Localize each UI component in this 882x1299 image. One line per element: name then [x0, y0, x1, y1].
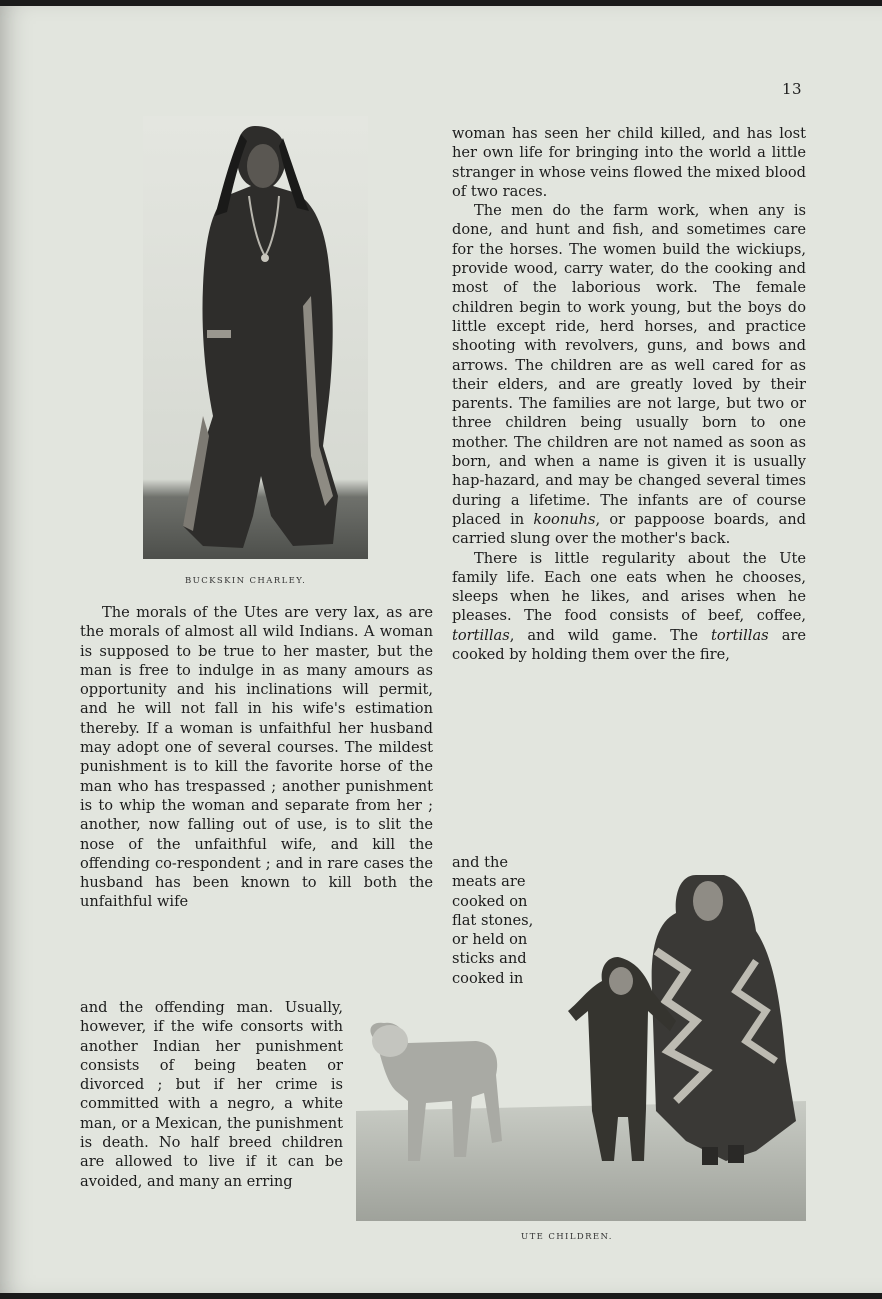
right-paragraph-1: woman has seen her child killed, and has lost her own life for bringing into the world a little stranger in whose veins flowed the mixed blood of two races. — [452, 125, 806, 200]
buckskin-charley-photo — [143, 116, 368, 559]
left-paragraph-continued: and the offending man. Usually, however, if the wife consorts with another Indian her punishment consists of being beaten or divorced ; but if her crime is committed with a negro, a white man, or a Mexican, the punishment is death. No half breed children are allowed to live if it can be avoided, and many an erring — [80, 999, 343, 1190]
page-number: 13 — [782, 80, 803, 98]
left-narrow-text — [80, 998, 343, 1191]
ute-children-caption: UTE CHILDREN. — [521, 1232, 613, 1242]
right-column-text — [452, 124, 806, 664]
ute-children-photo — [356, 861, 806, 1221]
buckskin-charley-caption: BUCKSKIN CHARLEY. — [185, 576, 307, 586]
left-paragraph-morals: The morals of the Utes are very lax, as are the morals of almost all wild Indians. A woman is supposed to be true to her master, but the man is free to indulge in as many amours as opportunity and his inclinations will permit, and he will not fall in his wife's estimation thereby. If a woman is unfaithful her husband may adopt one of several courses. The mildest punishment is to kill the favorite horse of the man who has trespassed ; another punishment is to whip the woman and separate from her ; another, now falling out of use, is to slit the nose of the unfaithful wife, and kill the offending co-respondent ; and in rare cases the husband has been known to kill both the unfaithful wife — [80, 604, 433, 911]
right-paragraph-narrow: and the meats are cooked on flat stones, or held on sticks and cooked in — [452, 854, 534, 987]
right-paragraph-2: The men do the farm work, when any is done, and hunt and fish, and sometimes care for the horses. The women build the wickiups, provide wood, carry water, do the cooking and most of the laborious work. The female children begin to work young, but the boys do little except ride, herd horses, and practice shooting with revolvers, guns, and bows and arrows. The children are as well cared for as their elders, and are greatly loved by their parents. The families are not large, but two or three children being usually born to one mother. The children are not named as soon as born, and when a name is given it is usually hap-hazard, and may be changed several times during a lifetime. The infants are of course placed in koonuhs, or pappoose boards, and carried slung over the mother's back. — [452, 202, 806, 548]
right-paragraph-3: There is little regularity about the Ute family life. Each one eats when he chooses, sleeps when he likes, and arises when he pleases. The food consists of beef, coffee, tortillas, and wild game. The tortillas are cooked by holding them over the fire, — [452, 549, 807, 664]
book-page — [0, 6, 882, 1293]
